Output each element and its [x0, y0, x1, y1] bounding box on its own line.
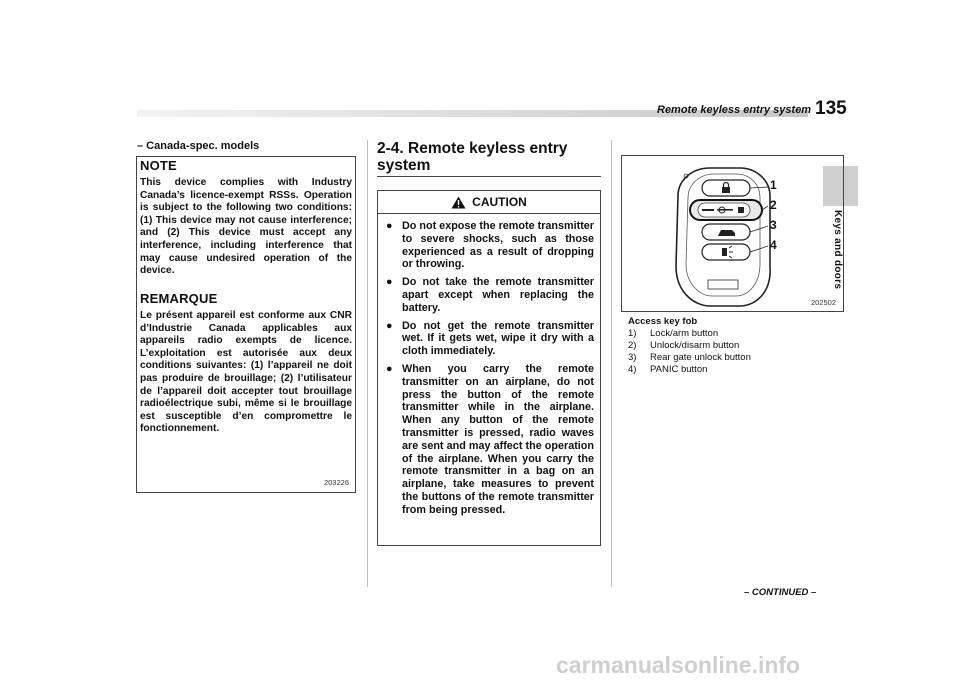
bullet: ● [386, 220, 393, 232]
callout-1: 1 [770, 178, 777, 192]
column-divider-left [367, 140, 368, 587]
caution-item-text: When you carry the remote transmitter on an airplane, do not press the button of the remote transmitter while in the airplane. When any button of the remote transmitter is pressed, radio waves are sent and may affect the operation of the airplane. When you carry the remote transmitter in a bag on an airplane, take measures to prevent the buttons of the remote transmitter from being pressed. [402, 362, 594, 516]
callout-2: 2 [770, 198, 777, 212]
caution-item [384, 363, 594, 517]
note-figure-code: 203226 [323, 478, 349, 487]
lock-button [702, 180, 750, 196]
caption-item-label: Unlock/disarm button [650, 340, 740, 351]
watermark: carmanualsonline.info [556, 652, 801, 678]
column-divider-right [611, 140, 612, 587]
caution-item [384, 276, 594, 314]
caution-item-text: Do not expose the remote transmitter to severe shocks, such as those experienced as a result of dropping or throwing. [402, 220, 594, 271]
caption-item-label: Rear gate unlock button [650, 352, 751, 363]
caption-item-number: 4) [628, 364, 637, 375]
caption-item-label: Lock/arm button [650, 328, 719, 339]
caution-item-text: Do not take the remote transmitter apart except when replacing the battery. [402, 276, 594, 314]
note-text: This device complies with Industry Canada’s licence-exempt RSSs. Operation is subject to the following two conditions: (1) This device may not cause interference; and (2) This device must accept any interference, including interference that may cause undesired operation of the device. [140, 177, 352, 277]
remarque-text: Le présent appareil est conforme aux CNR d’Industrie Canada applicables aux appareils radio exempts de licence. L’exploitation est autorisée aux deux conditions suivantes: (1) l’appareil ne doit pas produire de brouillage; (2) l’utilisateur de l’appareil doit accepter tout brouillage radioélectrique subi, même si le brouillage est susceptible d’en compromettre le fonctionnement. [140, 310, 352, 435]
note-heading: NOTE [140, 158, 177, 173]
caption-item-number: 3) [628, 352, 637, 363]
key-fob-figure [621, 155, 844, 312]
fob-figure-code: 202502 [810, 298, 836, 307]
caption-item-number: 2) [628, 340, 637, 351]
caution-heading: CAUTION [472, 195, 527, 209]
running-header-title: Remote keyless entry system [657, 104, 812, 116]
caution-item [384, 320, 594, 358]
continued-marker: – CONTINUED – [744, 587, 817, 598]
caution-header [378, 191, 600, 214]
remarque-heading: REMARQUE [140, 291, 218, 306]
key-fob-illustration [622, 156, 843, 311]
callout-4: 4 [770, 238, 777, 252]
section-title: 2-4. Remote keyless entry system [377, 141, 601, 177]
canada-spec-subheading: – Canada-spec. models [137, 140, 260, 152]
caption-item [628, 352, 751, 364]
caption-item [628, 364, 751, 376]
caption-title: Access key fob [628, 316, 698, 327]
side-tab-label: Keys and doors [832, 210, 843, 290]
note-box [136, 156, 356, 493]
caution-list [378, 214, 600, 517]
caption-item-label: PANIC button [650, 364, 708, 375]
caution-box [377, 190, 601, 546]
bullet: ● [386, 362, 393, 375]
bullet: ● [386, 276, 393, 289]
page-number: 135 [815, 98, 847, 119]
bullet: ● [386, 319, 393, 332]
rear-gate-button [702, 224, 750, 240]
caution-item-text: Do not get the remote transmitter wet. If it gets wet, wipe it dry with a cloth immediately. [402, 319, 594, 358]
caption-item-number: 1) [628, 328, 637, 339]
caution-item [384, 220, 594, 271]
warning-triangle-icon [451, 196, 466, 209]
callout-3: 3 [770, 218, 777, 232]
unlock-button [690, 200, 762, 220]
caption-item [628, 328, 751, 340]
caption-item [628, 340, 751, 352]
figure-caption [628, 316, 751, 376]
panic-button [702, 244, 750, 260]
